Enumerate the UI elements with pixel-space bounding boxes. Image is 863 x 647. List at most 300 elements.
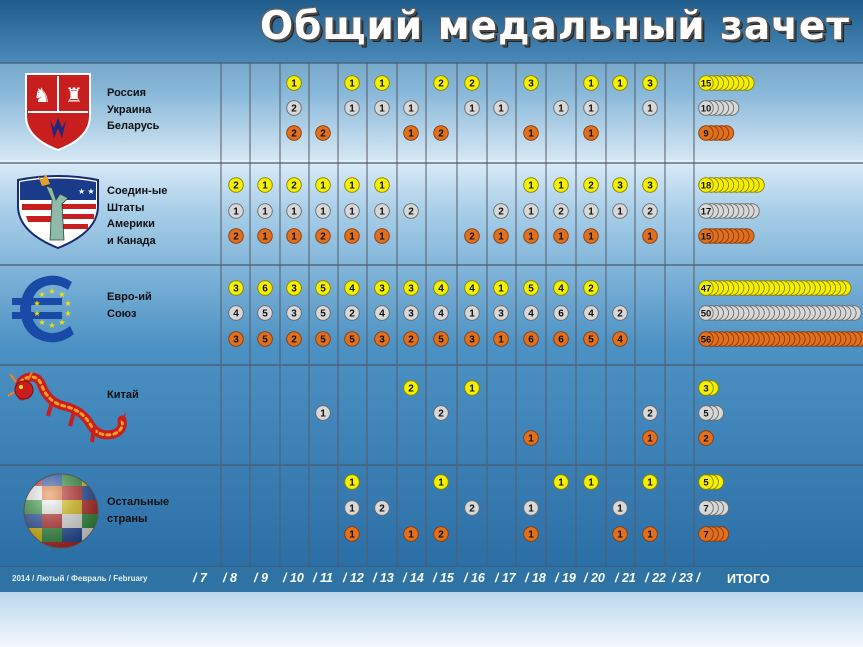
- silver-medal: [258, 204, 273, 219]
- medal-count: 2: [408, 206, 414, 218]
- medal-count: 4: [349, 283, 355, 295]
- medal-total: 56: [700, 334, 712, 346]
- medal-count: 1: [588, 128, 594, 140]
- medal-total: 3: [703, 383, 709, 395]
- medal-count: 5: [320, 334, 326, 346]
- medal-total: 7: [703, 529, 709, 541]
- bronze-medal: [643, 229, 658, 244]
- medal-count: 5: [588, 334, 594, 346]
- bronze-medal: [316, 126, 331, 141]
- silver-medal: [434, 306, 449, 321]
- medal-count: 1: [408, 103, 414, 115]
- medal-count: 3: [498, 308, 504, 320]
- silver-medal: [229, 306, 244, 321]
- silver-medal: [554, 204, 569, 219]
- bronze-total-stack: [699, 527, 729, 542]
- medal-count: 3: [233, 334, 239, 346]
- gold-medal: [287, 178, 302, 193]
- silver-medal: [465, 101, 480, 116]
- medal-count: 1: [617, 503, 623, 515]
- bronze-medal: [404, 126, 419, 141]
- medal-count: 2: [379, 503, 385, 515]
- medal-count: 1: [233, 206, 239, 218]
- medal-count: 4: [233, 308, 239, 320]
- bronze-medal: [316, 229, 331, 244]
- medal-count: 1: [379, 231, 385, 243]
- gold-medal: [258, 178, 273, 193]
- svg-text:★: ★: [58, 318, 66, 327]
- bronze-medal: [434, 527, 449, 542]
- gold-medal: [465, 381, 480, 396]
- silver-medal: [554, 101, 569, 116]
- medal-count: 1: [588, 78, 594, 90]
- group-name-line: Америки: [107, 218, 155, 230]
- svg-text:♜: ♜: [65, 83, 83, 107]
- group-names-china: [107, 387, 139, 404]
- bronze-total-stack: [699, 332, 863, 347]
- medal-count: 1: [408, 529, 414, 541]
- bronze-medal: [404, 332, 419, 347]
- day-label: / 10: [283, 571, 304, 585]
- gold-medal: [404, 281, 419, 296]
- russia-ukraine-belarus-coat-of-arms-icon: [24, 72, 92, 152]
- group-name-line: Штаты: [107, 201, 145, 214]
- medal-count: 1: [647, 529, 653, 541]
- medal-count: 3: [379, 283, 385, 295]
- silver-medal: [584, 101, 599, 116]
- medal-count: 1: [588, 477, 594, 489]
- medal-total: 7: [703, 503, 709, 515]
- day-label: / 18: [525, 571, 546, 585]
- bronze-medal: [258, 229, 273, 244]
- medal-count: 1: [558, 103, 564, 115]
- bronze-medal: [465, 332, 480, 347]
- bronze-medal: [643, 527, 658, 542]
- gold-medal: [465, 281, 480, 296]
- gold-total-stack: [699, 475, 724, 490]
- medal-count: 1: [379, 103, 385, 115]
- medal-count: 2: [408, 334, 414, 346]
- group-name-line: Россия: [107, 87, 147, 99]
- medal-count: 2: [233, 231, 239, 243]
- svg-text:★: ★: [33, 309, 41, 318]
- medal-count: 3: [617, 180, 623, 192]
- bronze-medal: [524, 126, 539, 141]
- medal-count: 1: [617, 206, 623, 218]
- day-label: / 7: [193, 571, 207, 585]
- bronze-medal: [316, 332, 331, 347]
- gold-medal: [524, 281, 539, 296]
- silver-medal: [613, 501, 628, 516]
- silver-medal: [465, 501, 480, 516]
- silver-total-stack: [699, 101, 739, 116]
- medal-count: 3: [233, 283, 239, 295]
- medal-count: 5: [262, 334, 268, 346]
- medal-count: 4: [379, 308, 385, 320]
- medal-count: 2: [647, 206, 653, 218]
- medal-count: 1: [262, 180, 268, 192]
- gold-total-stack: [699, 281, 851, 296]
- silver-medal: [404, 204, 419, 219]
- svg-text:★: ★: [64, 299, 72, 308]
- group-names-eu: [107, 289, 152, 322]
- medal-count: 4: [558, 283, 564, 295]
- medal-count: 2: [291, 128, 297, 140]
- bronze-medal: [524, 527, 539, 542]
- medal-count: 1: [320, 206, 326, 218]
- silver-medal: [375, 306, 390, 321]
- medal-count: 1: [498, 231, 504, 243]
- medal-count: 1: [647, 477, 653, 489]
- medal-count: 2: [291, 103, 297, 115]
- medal-count: 1: [647, 231, 653, 243]
- silver-medal: [584, 306, 599, 321]
- gold-medal: [554, 475, 569, 490]
- medal-count: 1: [528, 180, 534, 192]
- medal-count: 2: [438, 128, 444, 140]
- medal-count: 1: [349, 78, 355, 90]
- bronze-medal: [584, 332, 599, 347]
- bronze-medal: [465, 229, 480, 244]
- silver-medal: [643, 406, 658, 421]
- silver-medal: [316, 306, 331, 321]
- gold-medal: [643, 178, 658, 193]
- silver-medal: [465, 306, 480, 321]
- medal-count: 1: [349, 231, 355, 243]
- bronze-medal: [584, 229, 599, 244]
- medal-count: 2: [588, 283, 594, 295]
- medal-count: 1: [262, 231, 268, 243]
- group-names-russia-ukraine-belarus: [107, 85, 159, 135]
- silver-medal: [524, 204, 539, 219]
- bronze-medal: [287, 332, 302, 347]
- silver-total-stack: [699, 204, 760, 219]
- group-name-line: Евро-ий: [107, 291, 152, 303]
- medal-total: 18: [700, 180, 712, 192]
- day-label: / 20: [584, 571, 605, 585]
- medal-total: 47: [700, 283, 712, 295]
- gold-total-stack: [699, 178, 765, 193]
- medal-count: 5: [320, 283, 326, 295]
- silver-medal: [345, 501, 360, 516]
- medal-count: 1: [408, 128, 414, 140]
- gold-medal: [345, 281, 360, 296]
- total-label: ИТОГО: [727, 572, 770, 586]
- gold-medal: [316, 281, 331, 296]
- medal-count: 1: [498, 334, 504, 346]
- medal-count: 3: [408, 308, 414, 320]
- medal-count: 5: [438, 334, 444, 346]
- medal-total: 50: [700, 308, 712, 320]
- bronze-medal: [584, 126, 599, 141]
- silver-medal: [404, 101, 419, 116]
- medal-count: 2: [291, 180, 297, 192]
- month-label: 2014 / Лютый / Февраль / February: [12, 574, 148, 583]
- bronze-medal: [524, 229, 539, 244]
- medal-count: 1: [349, 103, 355, 115]
- medal-count: 1: [320, 180, 326, 192]
- silver-medal: [404, 306, 419, 321]
- gold-medal: [404, 381, 419, 396]
- svg-text:★: ★: [64, 309, 72, 318]
- bronze-medal: [229, 229, 244, 244]
- medal-count: 1: [588, 231, 594, 243]
- medal-count: 4: [438, 283, 444, 295]
- medal-count: 1: [528, 503, 534, 515]
- bronze-medal: [494, 332, 509, 347]
- day-label: / 14: [403, 571, 424, 585]
- silver-medal: [258, 306, 273, 321]
- medal-count: 4: [469, 283, 475, 295]
- medal-count: 5: [349, 334, 355, 346]
- group-name-line: Остальные: [107, 496, 170, 508]
- medal-total: 5: [703, 408, 709, 420]
- medal-count: 2: [291, 334, 297, 346]
- bronze-medal: [287, 126, 302, 141]
- svg-text:★: ★: [38, 318, 46, 327]
- bronze-medal: [613, 332, 628, 347]
- bronze-medal: [345, 332, 360, 347]
- medal-count: 2: [498, 206, 504, 218]
- statue-of-liberty-flag-shield-icon: [16, 170, 100, 250]
- silver-medal: [613, 306, 628, 321]
- silver-medal: [554, 306, 569, 321]
- bronze-medal: [287, 229, 302, 244]
- bronze-medal: [494, 229, 509, 244]
- medal-count: 1: [469, 103, 475, 115]
- silver-medal: [316, 406, 331, 421]
- medal-count: 4: [528, 308, 534, 320]
- silver-total-stack: [699, 406, 724, 421]
- medal-total: 2: [703, 433, 709, 445]
- medal-count: 3: [291, 283, 297, 295]
- silver-medal: [229, 204, 244, 219]
- medal-total: 5: [703, 477, 709, 489]
- medal-count: 1: [528, 433, 534, 445]
- date-footer: [0, 567, 863, 592]
- gold-medal: [375, 178, 390, 193]
- group-name-line: Беларусь: [107, 120, 160, 132]
- silver-medal: [584, 204, 599, 219]
- medal-count: 1: [528, 231, 534, 243]
- medal-count: 6: [558, 334, 564, 346]
- silver-medal: [434, 406, 449, 421]
- gold-medal: [287, 76, 302, 91]
- medal-count: 1: [291, 206, 297, 218]
- medal-total: 9: [703, 128, 709, 140]
- group-name-line: Соедин-ые: [107, 185, 168, 197]
- gold-medal: [258, 281, 273, 296]
- medal-count: 1: [617, 78, 623, 90]
- bronze-medal: [345, 229, 360, 244]
- gold-medal: [643, 475, 658, 490]
- silver-medal: [643, 101, 658, 116]
- bronze-medal: [434, 332, 449, 347]
- medal-count: 3: [379, 334, 385, 346]
- medal-count: 2: [469, 503, 475, 515]
- day-label: / 21: [615, 571, 636, 585]
- silver-medal: [375, 101, 390, 116]
- day-label: / 22: [645, 571, 666, 585]
- medal-count: 2: [469, 78, 475, 90]
- gold-medal: [345, 178, 360, 193]
- svg-text:★: ★: [58, 290, 66, 299]
- medal-count: 3: [469, 334, 475, 346]
- gold-medal: [229, 178, 244, 193]
- medal-count: 4: [617, 334, 623, 346]
- silver-medal: [345, 204, 360, 219]
- svg-text:♞: ♞: [33, 83, 51, 107]
- medal-count: 1: [558, 231, 564, 243]
- bronze-medal: [375, 229, 390, 244]
- medal-count: 2: [408, 383, 414, 395]
- medal-count: 2: [617, 308, 623, 320]
- day-label: / 17: [495, 571, 516, 585]
- bronze-medal: [258, 332, 273, 347]
- gold-medal: [524, 76, 539, 91]
- bronze-medal: [375, 332, 390, 347]
- silver-medal: [287, 101, 302, 116]
- medal-count: 1: [647, 103, 653, 115]
- silver-total-stack: [699, 306, 862, 321]
- day-label: / 16: [464, 571, 485, 585]
- gold-medal: [554, 178, 569, 193]
- medal-count: 2: [647, 408, 653, 420]
- silver-medal: [316, 204, 331, 219]
- medal-count: 1: [617, 529, 623, 541]
- bronze-medal: [434, 126, 449, 141]
- medal-count: 1: [647, 433, 653, 445]
- medal-count: 1: [588, 103, 594, 115]
- medal-count: 1: [349, 503, 355, 515]
- bronze-medal: [229, 332, 244, 347]
- gold-medal: [465, 76, 480, 91]
- svg-text:★: ★: [48, 287, 56, 296]
- group-name-line: Украина: [107, 103, 152, 116]
- medal-count: 1: [438, 477, 444, 489]
- gold-medal: [375, 76, 390, 91]
- euro-sign-with-stars-icon: [10, 272, 94, 346]
- silver-medal: [643, 204, 658, 219]
- medal-count: 3: [647, 180, 653, 192]
- day-label: / 15: [433, 571, 454, 585]
- day-label: / 9: [254, 571, 268, 585]
- bronze-medal: [524, 332, 539, 347]
- medal-count: 2: [438, 529, 444, 541]
- medal-count: 1: [291, 78, 297, 90]
- gold-medal: [375, 281, 390, 296]
- medal-count: 1: [528, 206, 534, 218]
- gold-medal: [316, 178, 331, 193]
- medal-count: 1: [349, 206, 355, 218]
- globe-of-flags-icon: [22, 472, 100, 550]
- bronze-medal: [554, 229, 569, 244]
- chinese-dragon-icon: [8, 372, 128, 446]
- silver-medal: [287, 204, 302, 219]
- svg-text:★ ★: ★ ★: [78, 187, 95, 196]
- medal-count: 1: [498, 103, 504, 115]
- svg-text:★: ★: [38, 290, 46, 299]
- medal-count: 4: [588, 308, 594, 320]
- medal-count: 1: [349, 477, 355, 489]
- bronze-medal: [524, 431, 539, 446]
- medal-count: 2: [438, 408, 444, 420]
- medal-count: 1: [558, 477, 564, 489]
- medal-count: 5: [262, 308, 268, 320]
- group-names-other: [107, 494, 169, 527]
- gold-medal: [287, 281, 302, 296]
- silver-medal: [345, 101, 360, 116]
- silver-medal: [287, 306, 302, 321]
- bronze-total-stack: [699, 126, 734, 141]
- silver-medal: [494, 204, 509, 219]
- bronze-total-stack: [699, 229, 754, 244]
- silver-total-stack: [699, 501, 729, 516]
- gold-medal: [345, 76, 360, 91]
- silver-medal: [375, 501, 390, 516]
- gold-medal: [584, 76, 599, 91]
- silver-medal: [524, 501, 539, 516]
- day-label: / 13: [373, 571, 394, 585]
- medal-total: 15: [700, 78, 712, 90]
- medal-count: 2: [588, 180, 594, 192]
- medal-count: 1: [469, 308, 475, 320]
- gold-medal: [345, 475, 360, 490]
- medal-total: 17: [700, 206, 712, 218]
- medal-count: 1: [320, 408, 326, 420]
- medal-count: 1: [379, 206, 385, 218]
- medal-count: 2: [438, 78, 444, 90]
- group-names-usa-canada: [107, 183, 167, 249]
- medal-count: 4: [438, 308, 444, 320]
- day-label: / 8: [223, 571, 237, 585]
- medal-count: 1: [379, 78, 385, 90]
- medal-count: 1: [558, 180, 564, 192]
- page-title: Общий медальный зачет: [259, 4, 850, 49]
- gold-medal: [524, 178, 539, 193]
- svg-text:★: ★: [48, 321, 56, 330]
- medal-count: 2: [320, 231, 326, 243]
- gold-total-stack: [699, 381, 719, 396]
- gold-medal: [584, 281, 599, 296]
- medal-count: 1: [588, 206, 594, 218]
- day-label: / 23 /: [672, 571, 700, 585]
- medal-count: 3: [291, 308, 297, 320]
- bronze-medal: [345, 527, 360, 542]
- medal-count: 3: [528, 78, 534, 90]
- medal-count: 1: [349, 529, 355, 541]
- gold-medal: [554, 281, 569, 296]
- medal-count: 6: [262, 283, 268, 295]
- gold-medal: [434, 475, 449, 490]
- day-label: / 11: [313, 571, 333, 585]
- day-label: / 12: [343, 571, 364, 585]
- medal-count: 6: [558, 308, 564, 320]
- svg-text:★: ★: [33, 299, 41, 308]
- medal-count: 1: [291, 231, 297, 243]
- silver-medal: [345, 306, 360, 321]
- gold-medal: [643, 76, 658, 91]
- gold-medal: [494, 281, 509, 296]
- group-name-line: страны: [107, 512, 148, 525]
- bronze-medal: [404, 527, 419, 542]
- group-name-line: и Канада: [107, 234, 156, 247]
- gold-medal: [613, 76, 628, 91]
- bronze-medal: [643, 431, 658, 446]
- gold-medal: [434, 76, 449, 91]
- medal-count: 5: [528, 283, 534, 295]
- silver-medal: [494, 101, 509, 116]
